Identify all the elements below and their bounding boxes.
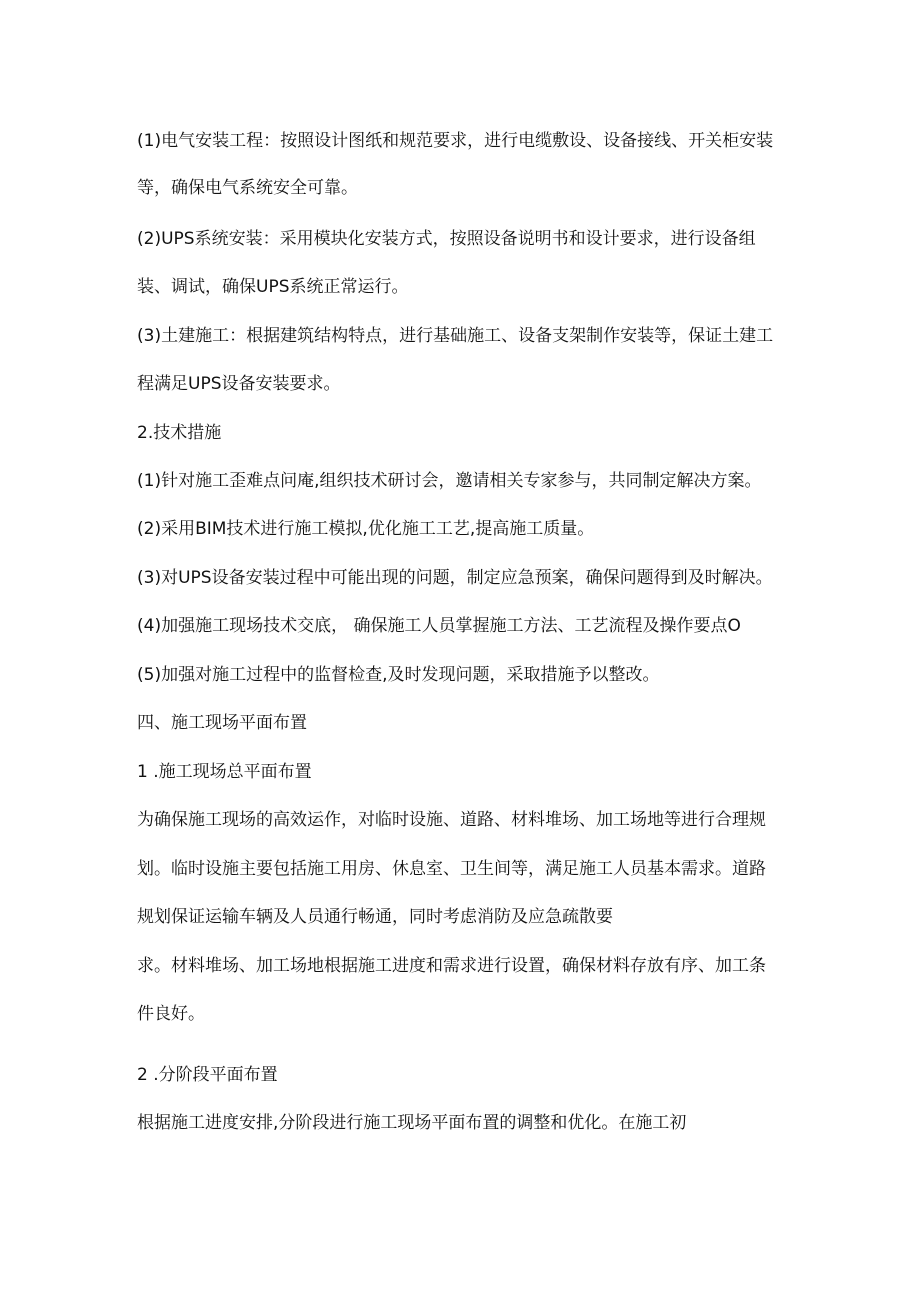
- text-line-layout-1: 为确保施工现场的高效运作，对临时设施、道路、材料堆场、加工场地等进行合理规: [137, 810, 766, 830]
- text-line-measure-2: (2)采用BIM技术进行施工模拟,优化施工工艺,提高施工质量。: [137, 519, 595, 539]
- text-line-ups-1: (2)UPS系统安装：采用模块化安装方式，按照设备说明书和设计要求，进行设备组: [137, 229, 756, 249]
- text-line-layout-3: 规划保证运输车辆及人员通行畅通，同时考虑消防及应急疏散要: [137, 907, 613, 927]
- text-line-electrical-2: 等，确保电气系统安全可靠。: [137, 178, 358, 198]
- section-heading-tech-measures: 2.技术措施: [137, 423, 222, 443]
- section-heading-site-layout: 四、施工现场平面布置: [137, 713, 307, 733]
- text-line-measure-5: (5)加强对施工过程中的监督检查,及时发现问题，采取措施予以整改。: [137, 665, 660, 685]
- text-line-ups-2: 装、调试，确保UPS系统正常运行。: [137, 277, 409, 297]
- text-line-layout-2: 划。临时设施主要包括施工用房、休息室、卫生间等，满足施工人员基本需求。道路: [137, 859, 766, 879]
- text-line-electrical-1: (1)电气安装工程：按照设计图纸和规范要求，进行电缆敷设、设备接线、开关柜安装: [137, 131, 774, 151]
- text-line-measure-4: (4)加强施工现场技术交底， 确保施工人员掌握施工方法、工艺流程及操作要点O: [137, 616, 741, 636]
- text-line-layout-4: 求。材料堆场、加工场地根据施工进度和需求进行设置，确保材料存放有序、加工条: [137, 956, 766, 976]
- subsection-heading-phased-layout: 2 .分阶段平面布置: [137, 1065, 278, 1085]
- text-line-civil-2: 程满足UPS设备安装要求。: [137, 374, 341, 394]
- subsection-heading-general-layout: 1 .施工现场总平面布置: [137, 762, 312, 782]
- text-line-layout-5: 件良好。: [137, 1004, 205, 1024]
- text-line-measure-1: (1)针对施工歪难点问庵,组织技术研讨会，邀请相关专家参与，共同制定解决方案。: [137, 471, 762, 491]
- text-line-measure-3: (3)对UPS设备安装过程中可能出现的问题，制定应急预案，确保问题得到及时解决。: [137, 568, 773, 588]
- text-line-phased-1: 根据施工进度安排,分阶段进行施工现场平面布置的调整和优化。在施工初: [137, 1113, 687, 1133]
- text-line-civil-1: (3)土建施工：根据建筑结构特点，进行基础施工、设备支架制作安装等，保证土建工: [137, 326, 774, 346]
